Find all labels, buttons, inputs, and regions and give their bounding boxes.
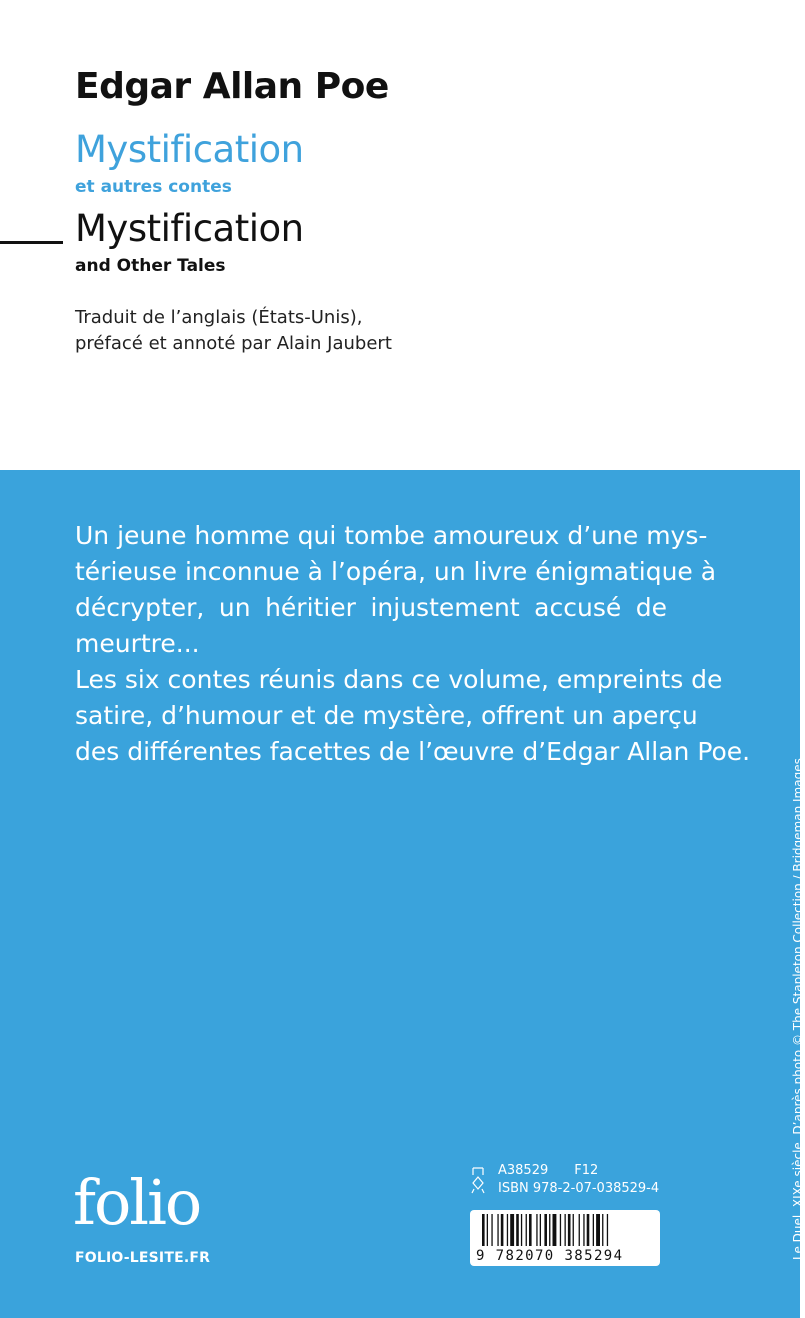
gallimard-icon [470,1165,486,1195]
isbn: ISBN 978-2-07-038529-4 [498,1181,660,1196]
barcode-bar [587,1214,590,1246]
barcode-bar [540,1214,541,1246]
reference-code: A38529 [498,1163,549,1178]
title-french: Mystification [75,128,304,171]
barcode-bar [596,1214,600,1246]
blurb-line: Les six contes réunis dans ce volume, empreints de [75,665,723,694]
barcode-bar [544,1214,547,1246]
image-credit-text: Le Duel, XIXe siècle. D’après photo © The Stapleton Collection / Bridgeman Images. [791,754,805,1260]
barcode-bar [510,1214,514,1246]
publisher-website: FOLIO-LESITE.FR [75,1250,211,1266]
barcode-bars [476,1214,654,1248]
barcode-bar [579,1214,580,1246]
barcode [470,1210,660,1266]
blurb-line: des différentes facettes de l’œuvre d’Edgar Allan Poe. [75,737,751,766]
barcode-digits: 9 782070 385294 [476,1248,624,1264]
subtitle-english: and Other Tales [75,256,226,276]
barcode-bar [560,1214,561,1246]
blurb-text [75,518,751,770]
barcode-bar [501,1214,504,1246]
barcode-bar [593,1214,594,1246]
cover-header [0,0,800,470]
blurb-paragraph-2 [75,662,751,770]
blurb-line: meurtre... [75,629,200,658]
blurb-paragraph-1 [75,518,717,662]
barcode-bar [526,1214,527,1246]
barcode-bar [521,1214,522,1246]
barcode-bar [573,1214,574,1246]
barcode-bar [565,1214,566,1246]
title-english: Mystification [75,207,304,250]
barcode-bar [516,1214,519,1246]
barcode-bar [482,1214,485,1246]
blurb-panel [0,470,805,1318]
barcode-bar [529,1214,532,1246]
barcode-bar [549,1214,550,1246]
blurb-line: térieuse inconnue à l’opéra, un livre énigmatique à [75,557,717,586]
barcode-bar [497,1214,498,1246]
barcode-bar [491,1214,492,1246]
author-name: Edgar Allan Poe [75,66,389,107]
barcode-bar [607,1214,608,1246]
barcode-bar [583,1214,584,1246]
subtitle-french: et autres contes [75,177,232,197]
translator-credit-line-1: Traduit de l’anglais (États-Unis), [75,307,363,328]
barcode-bar [536,1214,537,1246]
image-credit [775,754,805,1260]
translator-credit-line-2: préfacé et annoté par Alain Jaubert [75,333,392,354]
barcode-bar [507,1214,508,1246]
blurb-line: décrypter, un héritier injustement accusé de [75,593,667,622]
barcode-bar [487,1214,488,1246]
barcode-bar [553,1214,557,1246]
blurb-line: Un jeune homme qui tombe amoureux d’une mys- [75,521,708,550]
ref-line [498,1163,598,1178]
divider-rule [0,241,63,244]
price-code: F12 [574,1163,599,1178]
barcode-bar [568,1214,571,1246]
blurb-line: satire, d’humour et de mystère, offrent un aperçu [75,701,698,730]
folio-logo: folio [73,1166,201,1239]
barcode-bar [602,1214,603,1246]
